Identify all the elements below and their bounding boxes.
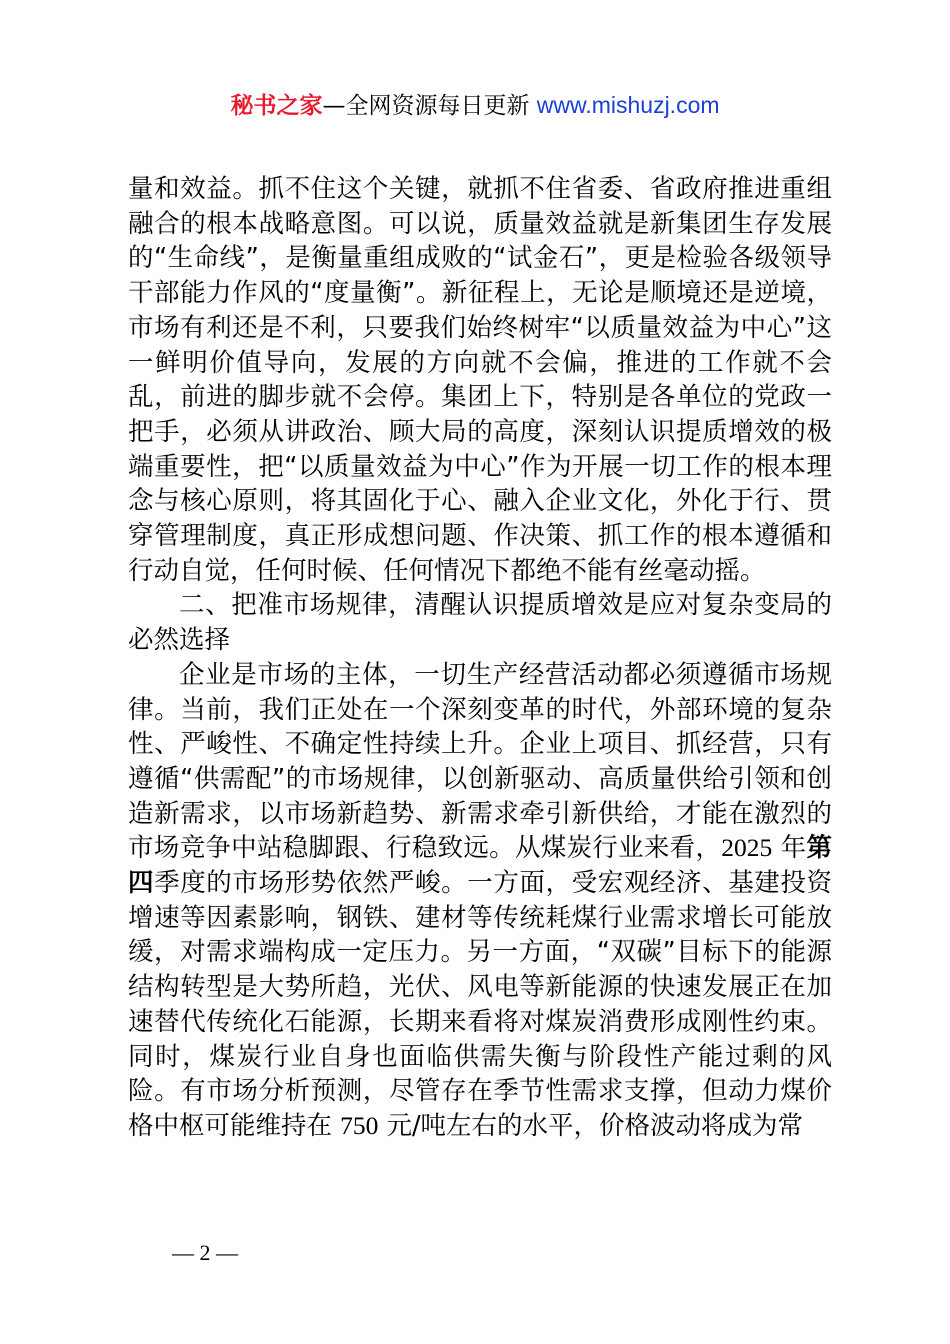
quarter-emphasis: 第四 bbox=[128, 833, 832, 899]
paragraph-continued: 量和效益。抓不住这个关键，就抓不住省委、省政府推进重组融合的根本战略意图。可以说，质量效益就是新集团生存发展的“生命线”，是衡量重组成败的“试金石”，更是检验各级领导干部能力作风的“度量衡”。新征程上，无论是顺境还是逆境，市场有利还是不利，只要我们始终树牢“以质量效益为中心”这一鲜明价值导向，发展的方向就不会偏，推进的工作就不会乱，前进的脚步就不会停。集团上下，特别是各单位的党政一把手，必须从讲政治、顾大局的高度，深刻认识提质增效的极端重要性，把“以质量效益为中心”作为开展一切工作的根本理念与核心原则，将其固化于心、融入企业文化，外化于行、贯穿管理制度，真正形成想问题、作决策、抓工作的根本遵循和行动自觉，任何时候、任何情况下都绝不能有丝毫动摇。 bbox=[128, 174, 832, 586]
price-value: 750 bbox=[340, 1110, 379, 1140]
year-value: 2025 bbox=[721, 833, 773, 863]
document-body bbox=[128, 172, 832, 1144]
site-header bbox=[0, 88, 950, 123]
section-heading-2: 二、把准市场规律，清醒认识提质增效是应对复杂变局的必然选择 bbox=[128, 590, 832, 656]
paragraph-text: 季度的市场形势依然严峻。一方面，受宏观经济、基建投资增速等因素影响，钢铁、建材等传统耗煤行业需求增长可能放缓，对需求端构成一定压力。另一方面，“双碳”目标下的能源结构转型是大势所趋，光伏、风电等新能源的快速发展正在加速替代传统化石能源，长期来看将对煤炭消费形成刚性约束。同时，煤炭行业自身也面临供需失衡与阶段性产能过剩的风险。有市场分析预测，尽管存在季节性需求支撑，但动力煤价格中枢可能维持在 bbox=[128, 868, 832, 1141]
page-number: — 2 — bbox=[172, 1240, 238, 1265]
header-slogan: —全网资源每日更新 bbox=[322, 93, 537, 119]
brand-name: 秘书之家 bbox=[230, 93, 323, 119]
paragraph-text: 元/吨左右的水平，价格波动将成为常 bbox=[378, 1110, 804, 1141]
paragraph-text: 企业是市场的主体，一切生产经营活动都必须遵循市场规律。当前，我们正处在一个深刻变革的时代，外部环境的复杂性、严峻性、不确定性持续上升。企业上项目、抓经营，只有遵循“供需配”的市场规律，以创新驱动、高质量供给引领和创造新需求，以市场新趋势、新需求牵引新供给，才能在激烈的市场竞争中站稳脚跟、行稳致远。从煤炭行业来看， bbox=[128, 659, 832, 864]
paragraph-market bbox=[128, 658, 832, 1144]
paragraph-text: 年 bbox=[772, 833, 807, 864]
site-url[interactable]: www.mishuzj.com bbox=[536, 92, 720, 118]
